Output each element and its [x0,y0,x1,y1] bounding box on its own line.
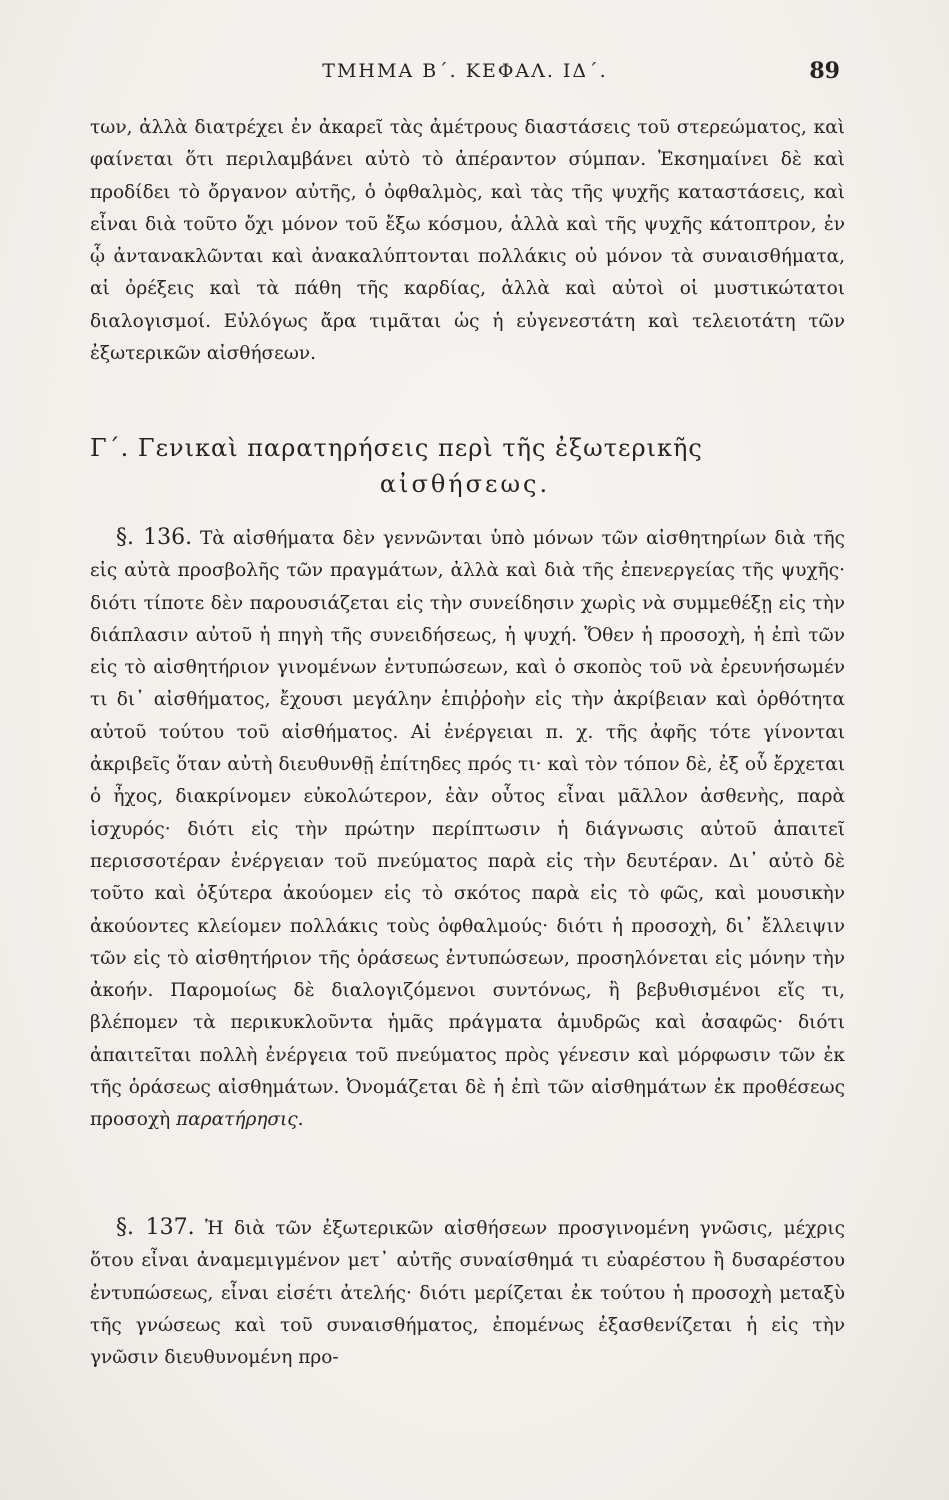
section-heading [90,430,840,502]
paragraph-136-text: Τὰ αἰσθήματα δὲν γεννῶνται ὑπὸ μόνων τῶν αἰσθητηρίων διὰ τῆς εἰς αὐτὰ προσβολῆς τῶν πραγμάτων, ἀλλὰ καὶ διὰ τῆς ἐπενεργείας τῆς ψυχῆς· διότι τίποτε δὲν παρουσιάζεται εἰς τὴν συνείδησιν χωρὶς νὰ συμμεθέξῃ εἰς τὴν διάπλασιν αὐτοῦ ἡ πηγὴ τῆς συνειδήσεως, ἡ ψυχή. Ὅθεν ἡ προσοχὴ, ἡ ἐπὶ τῶν εἰς τὸ αἰσθητήριον γινομένων ἐντυπώσεων, καὶ ὁ σκοπὸς τοῦ νὰ ἐρευνήσωμέν τι δι᾽ αἰσθήματος, ἔχουσι μεγάλην ἐπιῤῥοὴν εἰς τὴν ἀκρίβειαν καὶ ὀρθότητα αὐτοῦ τούτου τοῦ αἰσθήματος. Αἱ ἐνέργειαι π. χ. τῆς ἀφῆς τότε γίνονται ἀκριβεῖς ὅταν αὐτὴ διευθυνθῇ ἐπίτηδες πρός τι· καὶ τὸν τόπον δὲ, ἐξ οὗ ἔρχεται ὁ ἦχος, διακρίνομεν εὐκολώτερον, ἐὰν οὗτος εἶναι μᾶλλον ἀσθενὴς, παρὰ ἰσχυρός· διότι εἰς τὴν πρώτην περίπτωσιν ἡ διάγνωσις αὐτοῦ ἀπαιτεῖ περισσοτέραν ἐνέργειαν τοῦ πνεύματος παρὰ εἰς τὴν δευτέραν. Δι᾽ αὐτὸ δὲ τοῦτο καὶ ὀξύτερα ἀκούομεν εἰς τὸ σκότος παρὰ εἰς τὸ φῶς, καὶ μουσικὴν ἀκούοντες κλείομεν πολλάκις τοὺς ὀφθαλμούς· διότι ἡ προσοχὴ, δι᾽ ἔλλειψιν τῶν εἰς τὸ αἰσθητήριον τῆς ὁράσεως ἐντυπώσεων, προσηλόνεται εἰς μόνην τὴν ἀκοήν. Παρομοίως δὲ διαλογιζόμενοι συντόνως, ἢ βεβυθισμένοι εἴς τι, βλέπομεν τὰ περικυκλοῦντα ἡμᾶς πράγματα ἀμυδρῶς καὶ ἀσαφῶς· διότι ἀπαιτεῖται πολλὴ ἐνέργεια τοῦ πνεύματος πρὸς γένεσιν καὶ μόρφωσιν τῶν ἐκ τῆς ὁράσεως αἰσθημάτων. Ὀνομάζεται δὲ ἡ ἐπὶ τῶν αἰσθημάτων ἐκ προθέσεως προσοχὴ [90,528,845,1131]
paragraph-136-number: §. 136. [116,525,193,550]
paragraph-137 [90,1212,845,1374]
page-number: 89 [809,58,840,84]
page-header [90,58,840,88]
paragraph-137-text: Ἡ διὰ τῶν ἐξωτερικῶν αἰσθήσεων προσγινομένη γνῶσις, μέχρις ὅτου εἶναι ἀναμεμιγμένον μετ᾽ αὐτῆς συναίσθημά τι εὐαρέστου ἢ δυσαρέστου ἐντυπώσεως, εἶναι εἰσέτι ἀτελής· διότι μερίζεται ἐκ τούτου ἡ προσοχὴ μεταξὺ τῆς γνώσεως καὶ τοῦ συναισθήματος, ἐπομένως ἐξασθενίζεται ἡ εἰς τὴν γνῶσιν διευθυνομένη προ- [90,1218,845,1369]
paragraph-continuation: των, ἀλλὰ διατρέχει ἐν ἀκαρεῖ τὰς ἀμέτρους διαστάσεις τοῦ στερεώματος, καὶ φαίνεται ὅτι περιλαμβάνει αὐτὸ τὸ ἀπέραντον σύμπαν. Ἐκσημαίνει δὲ καὶ προδίδει τὸ ὄργανον αὐτῆς, ὁ ὀφθαλμὸς, καὶ τὰς τῆς ψυχῆς καταστάσεις, καὶ εἶναι διὰ τοῦτο ὄχι μόνον τοῦ ἔξω κόσμου, ἀλλὰ καὶ τῆς ψυχῆς κάτοπτρον, ἐν ᾧ ἀντανακλῶνται καὶ ἀνακαλύπτονται πολλάκις οὐ μόνον τὰ συναισθήματα, αἱ ὀρέξεις καὶ τὰ πάθη τῆς καρδίας, ἀλλὰ καὶ αὐτοὶ οἱ μυστικώτατοι διαλογισμοί. Εὐλόγως ἄρα τιμᾶται ὡς ἡ εὐγενεστάτη καὶ τελειοτάτη τῶν ἐξωτερικῶν αἰσθήσεων. [90,117,845,365]
paragraph-137-number: §. 137. [116,1215,195,1240]
paragraph-136-italic-term: παρατήρησις. [176,1109,304,1131]
section-heading-line-2: αἰσθήσεως. [379,470,551,498]
running-head: ΤΜΗΜΑ Β΄. ΚΕΦΑΛ. ΙΔ΄. [322,60,608,82]
section-heading-line-1: Γ΄. Γενικαὶ παρατηρήσεις περὶ τῆς ἐξωτερικῆς [90,434,703,462]
paragraph-136 [90,522,845,1137]
